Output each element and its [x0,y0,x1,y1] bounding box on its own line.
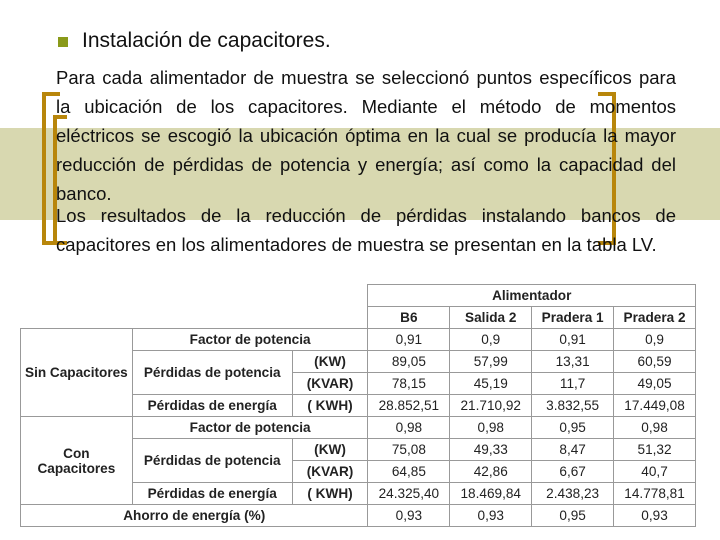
cell: 0,98 [368,417,450,439]
row-label: Pérdidas de energía [132,395,292,417]
cell: 0,93 [614,505,696,527]
column-header: Pradera 2 [614,307,696,329]
cell: 3.832,55 [532,395,614,417]
unit-label: ( KWH) [292,483,368,505]
cell: 24.325,40 [368,483,450,505]
row-label: Ahorro de energía (%) [21,505,368,527]
cell: 51,32 [614,439,696,461]
row-label: Factor de potencia [132,329,368,351]
row-label: Pérdidas de potencia [132,439,292,483]
unit-label: (KVAR) [292,461,368,483]
cell: 14.778,81 [614,483,696,505]
slide-heading: Instalación de capacitores. [82,29,331,52]
cell: 75,08 [368,439,450,461]
cell: 45,19 [450,373,532,395]
group-header: Alimentador [368,285,696,307]
paragraph-results: Los resultados de la reducción de pérdidas instalando bancos de capacitores en los alimentadores de muestra se presentan en la tabla LV. [56,205,676,255]
cell: 0,95 [532,417,614,439]
cell: 0,98 [450,417,532,439]
paragraph-intro: Para cada alimentador de muestra se seleccionó puntos específicos para la ubicación de los capacitores. Mediante el método de momentos eléctricos se escogió la ubicación óptima en la cual se producía la mayor reducción de pérdidas de potencia y energía; así como la capacidad del banco. [56,67,676,204]
cell: 78,15 [368,373,450,395]
cell: 89,05 [368,351,450,373]
table-row [21,329,696,351]
table-row [21,505,696,527]
cell: 57,99 [450,351,532,373]
results-table [20,284,696,527]
cell: 21.710,92 [450,395,532,417]
row-label: Pérdidas de energía [132,483,292,505]
cell: 17.449,08 [614,395,696,417]
cell: 0,93 [368,505,450,527]
column-header: Salida 2 [450,307,532,329]
cell: 0,91 [532,329,614,351]
cell: 0,93 [450,505,532,527]
column-header-row [21,307,696,329]
cell: 13,31 [532,351,614,373]
cell: 0,91 [368,329,450,351]
table-row [21,417,696,439]
cell: 49,33 [450,439,532,461]
column-header: B6 [368,307,450,329]
cell: 11,7 [532,373,614,395]
cell: 2.438,23 [532,483,614,505]
cell: 0,9 [450,329,532,351]
cell: 40,7 [614,461,696,483]
cell: 18.469,84 [450,483,532,505]
cell: 60,59 [614,351,696,373]
column-header: Pradera 1 [532,307,614,329]
unit-label: (KVAR) [292,373,368,395]
bullet-icon [58,37,68,47]
cell: 49,05 [614,373,696,395]
cell: 6,67 [532,461,614,483]
cell: 0,9 [614,329,696,351]
cell: 64,85 [368,461,450,483]
row-label: Pérdidas de potencia [132,351,292,395]
group-label-con: Con Capacitores [21,417,133,505]
cell: 28.852,51 [368,395,450,417]
unit-label: (KW) [292,351,368,373]
unit-label: (KW) [292,439,368,461]
group-label-sin: Sin Capacitores [21,329,133,417]
unit-label: ( KWH) [292,395,368,417]
cell: 0,98 [614,417,696,439]
row-label: Factor de potencia [132,417,368,439]
table-header-row [21,285,696,307]
cell: 0,95 [532,505,614,527]
cell: 42,86 [450,461,532,483]
cell: 8,47 [532,439,614,461]
